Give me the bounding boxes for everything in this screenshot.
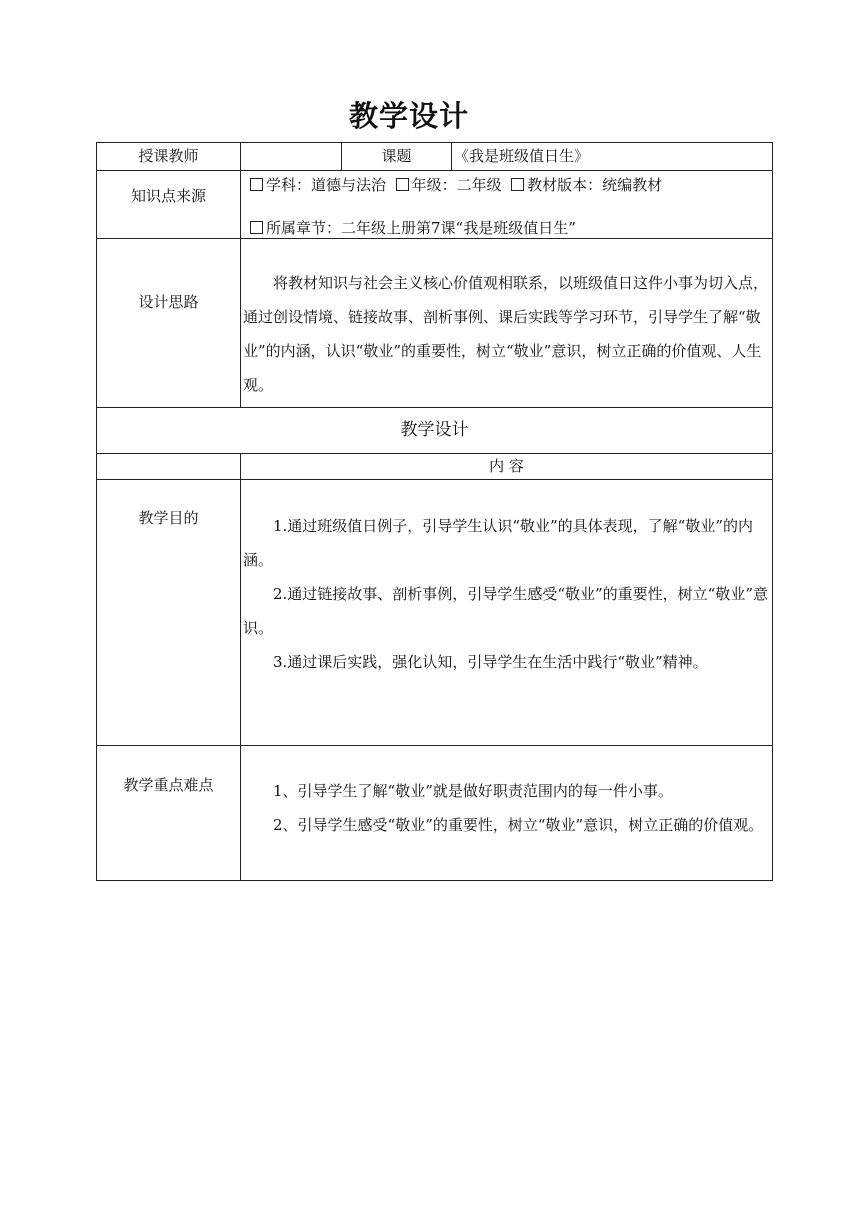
source-line-1: [250, 174, 662, 195]
checkbox-icon[interactable]: [250, 221, 263, 234]
key-item: 2、引导学生感受“敬业”的重要性，树立“敬业”意识，树立正确的价值观。: [273, 816, 764, 834]
goal-item: 3.通过课后实践，强化认知，引导学生在生活中践行“敬业”精神。: [273, 653, 708, 671]
idea-label-cell: [96, 238, 241, 408]
topic-label-cell: [341, 142, 452, 171]
idea-text: 将教材知识与社会主义核心价值观相联系，以班级值日这件小事为切入点，通过创设情境、链接故事、剖析事例、课后实践等学习环节，引导学生了解“敬业”的内涵，认识“敬业”的重要性，树立“敬业”意识，树立正确的价值观、人生观。: [243, 274, 769, 394]
section-header-cell: [96, 407, 773, 454]
content-header: 内 容: [489, 457, 524, 475]
key-item: 1、引导学生了解“敬业”就是做好职责范围内的每一件小事。: [273, 782, 673, 800]
source-line-2: [250, 217, 576, 238]
key-content-cell: [240, 745, 773, 881]
goals-label-cell: [96, 479, 241, 746]
chapter-text: 所属章节：二年级上册第7课“我是班级值日生”: [266, 219, 576, 237]
goal-item: 1.通过班级值日例子，引导学生认识“敬业”的具体表现，了解“敬业”的内涵。: [243, 517, 753, 569]
topic-value-cell: [451, 142, 773, 171]
checkbox-icon[interactable]: [250, 178, 263, 191]
teacher-label: 授课教师: [138, 147, 199, 165]
section-header: 教学设计: [400, 420, 469, 440]
subject-text: 学科：道德与法治: [266, 176, 387, 194]
content-header-empty-cell: [96, 453, 241, 480]
goal-item: 2.通过链接故事、剖析事例，引导学生感受“敬业”的重要性，树立“敬业”意识。: [243, 585, 768, 637]
topic-value: 《我是班级值日生》: [454, 147, 590, 165]
idea-content-cell: [240, 238, 773, 408]
topic-label: 课题: [381, 147, 412, 165]
checkbox-icon[interactable]: [396, 178, 409, 191]
source-content-cell: [240, 170, 773, 239]
goals-label: 教学目的: [138, 509, 199, 527]
source-label: 知识点来源: [130, 187, 206, 205]
teacher-value-cell: [240, 142, 342, 171]
key-label: 教学重点难点: [123, 776, 214, 794]
document-title: 教学设计: [348, 99, 469, 133]
source-label-cell: [96, 170, 241, 239]
content-header-cell: [240, 453, 773, 480]
checkbox-icon[interactable]: [511, 178, 524, 191]
grade-text: 年级：二年级: [411, 176, 502, 194]
goals-content-cell: [240, 479, 773, 746]
key-label-cell: [96, 745, 241, 881]
edition-text: 教材版本：统编教材: [527, 176, 663, 194]
teacher-label-cell: [96, 142, 241, 171]
idea-label: 设计思路: [138, 293, 199, 311]
